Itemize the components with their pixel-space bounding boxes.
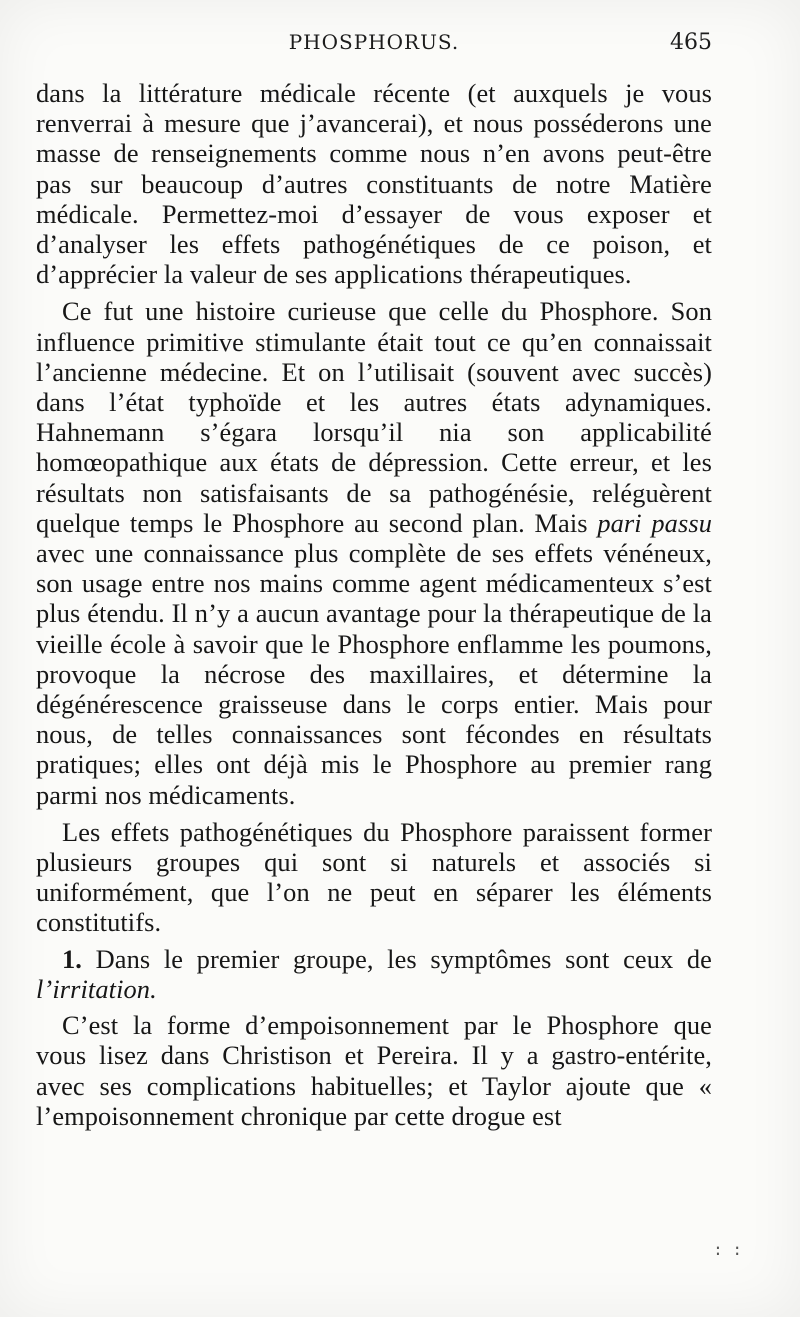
paragraph-4-italic: l’irritation. — [36, 973, 157, 1004]
paragraph-5: C’est la forme d’empoisonnement par le Phosphore que vous lisez dans Christison et Pereira. Il y a gastro-entérite, avec ses complications habituelles; et Taylor ajoute que « l’empoisonnement chronique par cette drogue est — [36, 1010, 712, 1131]
paragraph-4-text: Dans le premier groupe, les symptômes sont ceux de — [95, 943, 712, 974]
paragraph-2 — [36, 296, 712, 809]
paragraph-2-part-b: avec une connaissance plus complète de ses effets vénéneux, son usage entre nos mains comme agent médicamenteux s’est plus étendu. Il n’y a aucun avantage pour la thérapeutique de la vieille école à savoir que le Phosphore enflamme les poumons, provoque la nécrose des maxillaires, et détermine la dégénérescence graisseuse dans le corps entier. Mais pour nous, de telles connaissances sont fécondes en résultats pratiques; elles ont déjà mis le Phosphore au premier rang parmi nos médicaments. — [36, 538, 712, 810]
paragraph-3: Les effets pathogénétiques du Phosphore paraissent former plusieurs groupes qui sont si naturels et associés si uniformément, que l’on ne peut en séparer les éléments constitutifs. — [36, 816, 712, 938]
paragraph-2-italic: pari passu — [597, 507, 712, 538]
paragraph-4 — [36, 944, 712, 1004]
running-title: PHOSPHORUS. — [288, 30, 460, 54]
body-text — [36, 78, 712, 1137]
paragraph-2-part-a: Ce fut une histoire curieuse que celle du Phosphore. Son influence primitive stimulante était tout ce qu’en connaissait l’ancienne médecine. Et on l’utilisait (souvent avec succès) dans l’état typhoïde et les autres états adynamiques. Hahnemann s’égara lorsqu’il nia son applicabilité homœopathique aux états de dépression. Cette erreur, et les résultats non satisfaisants de sa pathogénésie, reléguèrent quelque temps le Phosphore au second plan. Mais — [36, 296, 712, 538]
paragraph-1: dans la littérature médicale récente (et auxquels je vous renverrai à mesure que j’avancerai), et nous posséderons une masse de renseignements comme nous n’en avons peut-être pas sur beaucoup d’autres constituants de notre Matière médicale. Permettez-moi d’essayer de vous exposer et d’analyser les effets pathogénétiques de ce poison, et d’apprécier la valeur de ses applications thérapeutiques. — [36, 78, 712, 290]
margin-marks: : : — [713, 1240, 742, 1259]
page-number: 465 — [670, 30, 712, 55]
group-number: 1. — [62, 943, 82, 974]
page-header — [36, 30, 712, 64]
